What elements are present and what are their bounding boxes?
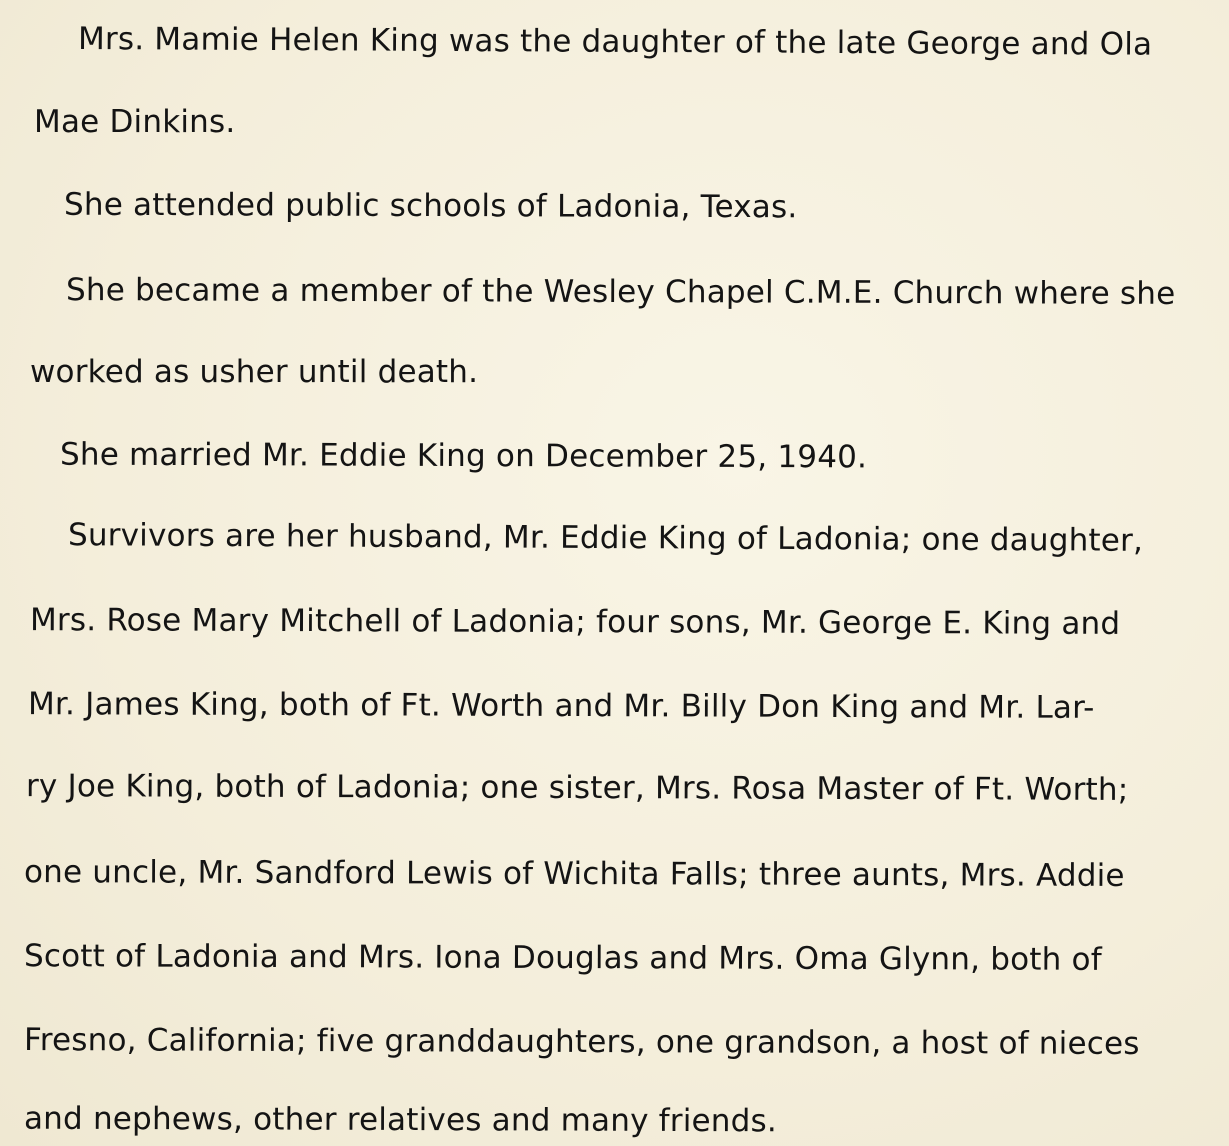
- text-line-3: She attended public schools of Ladonia, Texas.: [63, 186, 798, 226]
- text-line-1: Mrs. Mamie Helen King was the daughter of the late George and Ola: [77, 21, 1153, 63]
- text-line-8: Mrs. Rose Mary Mitchell of Ladonia; four sons, Mr. George E. King and: [29, 602, 1121, 642]
- text-line-14: and nephews, other relatives and many friends.: [23, 1100, 778, 1140]
- text-line-9: Mr. James King, both of Ft. Worth and Mr. Billy Don King and Mr. Lar-: [27, 686, 1095, 726]
- text-line-12: Scott of Ladonia and Mrs. Iona Douglas and Mrs. Oma Glynn, both of: [23, 938, 1102, 978]
- text-line-7: Survivors are her husband, Mr. Eddie King of Ladonia; one daughter,: [67, 517, 1144, 559]
- text-line-5: worked as usher until death.: [30, 354, 479, 390]
- text-line-13: Fresno, California; five granddaughters, one grandson, a host of nieces: [23, 1022, 1140, 1062]
- text-line-10: ry Joe King, both of Ladonia; one sister, Mrs. Rosa Master of Ft. Worth;: [25, 768, 1129, 808]
- text-line-6: She married Mr. Eddie King on December 25, 1940.: [59, 436, 868, 476]
- text-line-11: one uncle, Mr. Sandford Lewis of Wichita Falls; three aunts, Mrs. Addie: [23, 854, 1125, 894]
- text-line-4: She became a member of the Wesley Chapel C.M.E. Church where she: [65, 272, 1176, 312]
- text-line-2: Mae Dinkins.: [34, 104, 236, 140]
